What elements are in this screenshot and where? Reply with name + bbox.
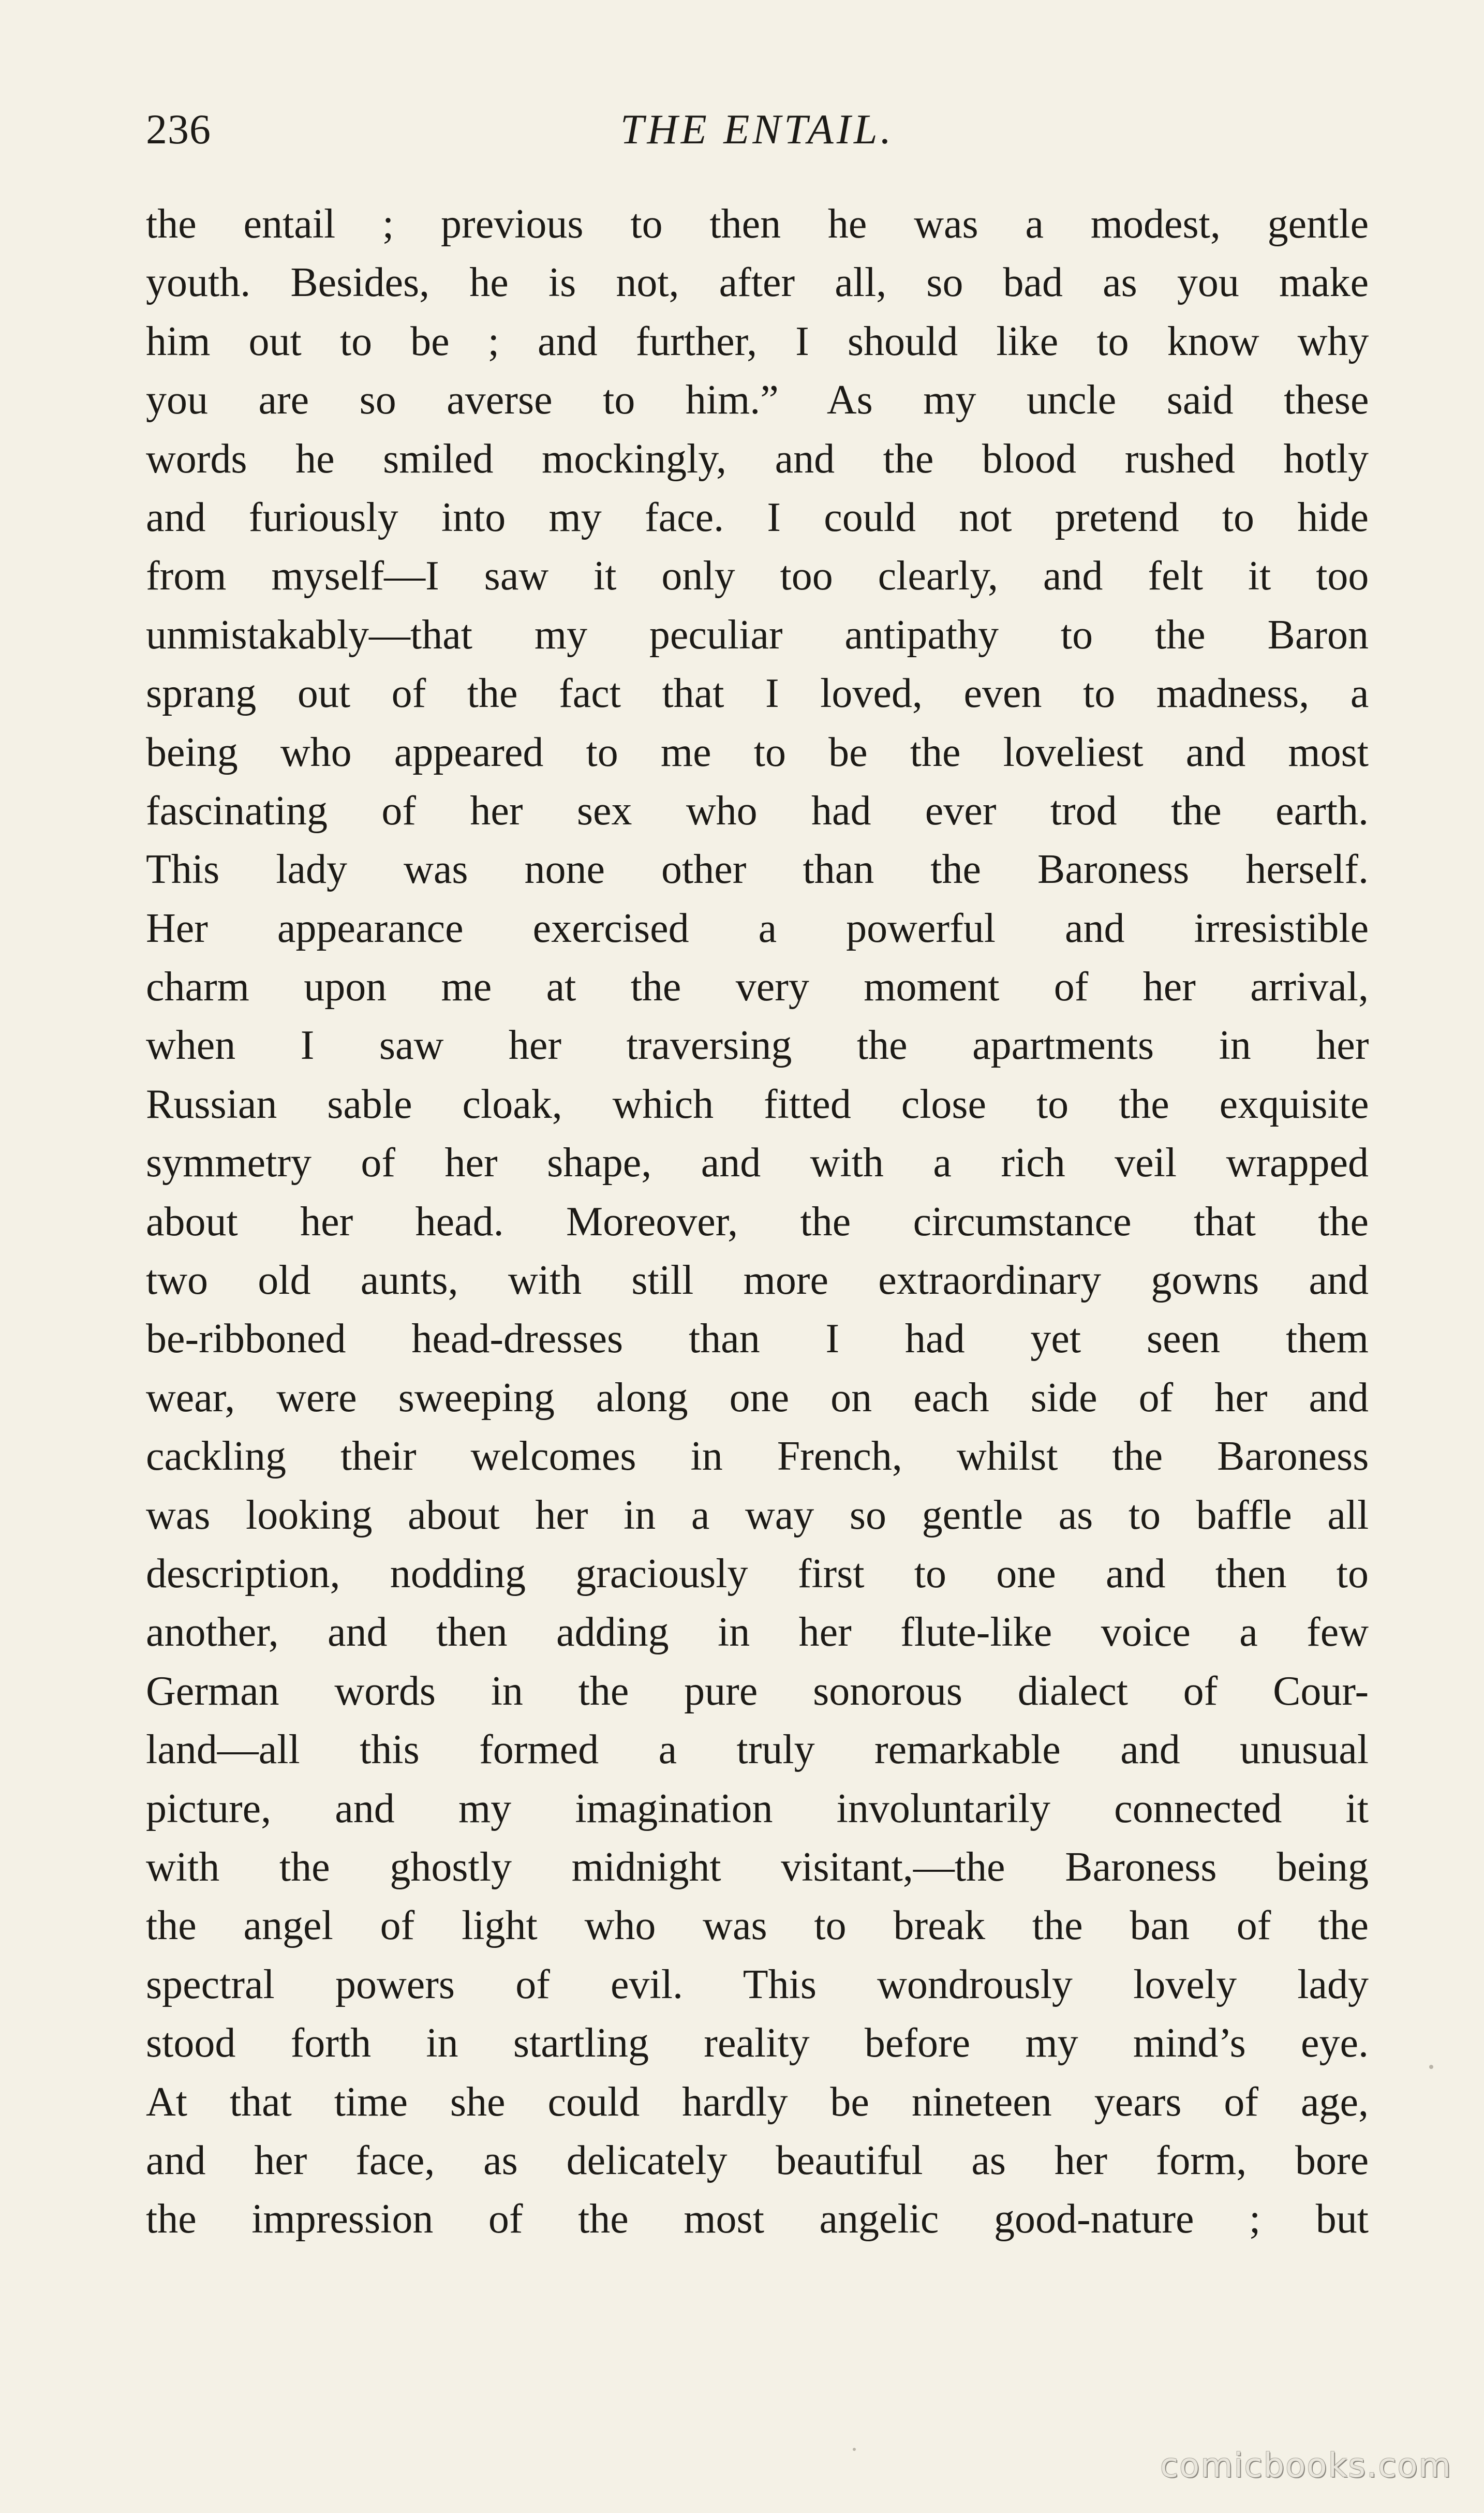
text-line: At that time she could hardly be nineteen years of age,	[146, 2079, 1369, 2125]
text-line: be-ribboned head-dresses than I had yet seen them	[146, 1316, 1369, 1362]
text-line: youth. Besides, he is not, after all, so bad as you make	[146, 260, 1369, 306]
text-line: wear, were sweeping along one on each side of her and	[146, 1374, 1369, 1421]
text-line: was looking about her in a way so gentle as to baffle all	[146, 1492, 1369, 1538]
text-line: you are so averse to him.” As my uncle said these	[146, 377, 1369, 423]
page-number: 236	[146, 106, 211, 153]
text-line: two old aunts, with still more extraordinary gowns and	[146, 1258, 1369, 1304]
text-line: the angel of light who was to break the ban of the	[146, 1903, 1369, 1949]
text-line: about her head. Moreover, the circumstance that the	[146, 1199, 1369, 1245]
page-header	[146, 101, 1369, 158]
text-line: sprang out of the fact that I loved, even to madness, a	[146, 671, 1369, 717]
text-line: and furiously into my face. I could not pretend to hide	[146, 494, 1369, 540]
text-line: land—all this formed a truly remarkable and unusual	[146, 1727, 1369, 1773]
text-line: charm upon me at the very moment of her arrival,	[146, 964, 1369, 1010]
text-line: when I saw her traversing the apartments in her	[146, 1023, 1369, 1069]
text-line: the entail ; previous to then he was a modest, gentle	[146, 201, 1369, 247]
text-line: him out to be ; and further, I should like to know why	[146, 318, 1369, 364]
text-line: Russian sable cloak, which fitted close to the exquisite	[146, 1081, 1369, 1127]
text-line: unmistakably—that my peculiar antipathy to the Baron	[146, 612, 1369, 658]
text-line: and her face, as delicately beautiful as her form, bore	[146, 2137, 1369, 2183]
text-line: the impression of the most angelic good-nature ; but	[146, 2196, 1369, 2242]
text-line: description, nodding graciously first to one and then to	[146, 1550, 1369, 1597]
text-line: being who appeared to me to be the loveliest and most	[146, 729, 1369, 775]
text-line: picture, and my imagination involuntarily connected it	[146, 1785, 1369, 1831]
body-text	[146, 195, 1369, 2249]
text-line: another, and then adding in her flute-like voice a few	[146, 1609, 1369, 1655]
text-line: This lady was none other than the Baroness herself.	[146, 847, 1369, 893]
text-line: symmetry of her shape, and with a rich veil wrapped	[146, 1140, 1369, 1186]
text-line: words he smiled mockingly, and the blood rushed hotly	[146, 436, 1369, 482]
text-line: Her appearance exercised a powerful and irresistible	[146, 905, 1369, 951]
text-line: German words in the pure sonorous dialect of Cour-	[146, 1668, 1369, 1714]
text-line: from myself—I saw it only too clearly, and felt it too	[146, 553, 1369, 599]
paper-speck	[853, 2448, 856, 2451]
paper-speck	[1429, 2065, 1433, 2069]
text-line: cackling their welcomes in French, whilst the Baroness	[146, 1433, 1369, 1480]
watermark: comicbooks.com	[1160, 2447, 1452, 2485]
text-line: with the ghostly midnight visitant,—the Baroness being	[146, 1844, 1369, 1890]
text-line: spectral powers of evil. This wondrously lovely lady	[146, 1961, 1369, 2007]
text-line: stood forth in startling reality before my mind’s eye.	[146, 2020, 1369, 2066]
running-head: THE ENTAIL.	[620, 106, 895, 153]
text-line: fascinating of her sex who had ever trod the earth.	[146, 788, 1369, 834]
